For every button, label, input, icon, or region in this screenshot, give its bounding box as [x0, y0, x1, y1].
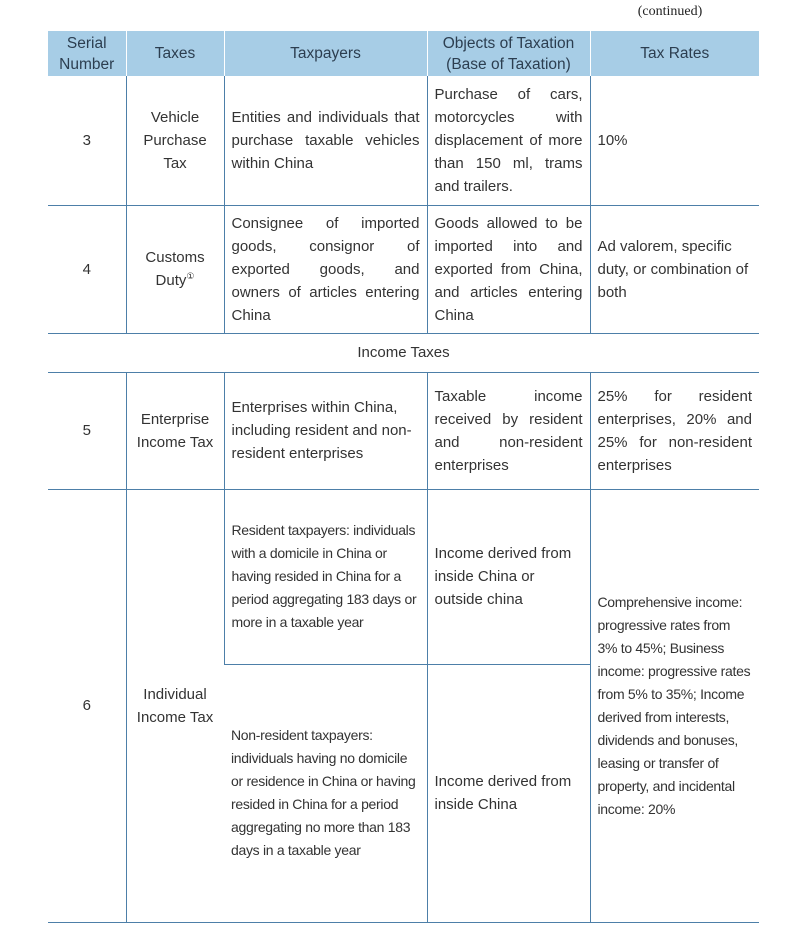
resident-taxpayers-cell: Resident taxpayers: individuals with a domicile in China or having resided in China for a period aggregating 183 days or more in a taxable year [224, 489, 427, 664]
serial-cell: 3 [48, 76, 126, 205]
header-serial: Serial Number [48, 31, 126, 76]
tax-name-cell: Individual Income Tax [126, 489, 224, 922]
taxpayers-cell: Consignee of imported goods, consignor of exported goods, and owners of articles entering China [224, 205, 427, 333]
resident-objects-cell: Income derived from inside China or outside china [427, 489, 590, 664]
rates-cell: 25% for resident enterprises, 20% and 25% for non-resident enterprises [590, 372, 759, 489]
objects-cell: Goods allowed to be imported into and exported from China, and articles entering China [427, 205, 590, 333]
nonresident-objects-cell: Income derived from inside China [427, 664, 590, 922]
objects-cell: Taxable income received by resident and non-resident enterprises [427, 372, 590, 489]
footnote-mark: ① [186, 271, 195, 281]
header-rates: Tax Rates [590, 31, 759, 76]
tax-name-cell: Vehicle Purchase Tax [126, 76, 224, 205]
taxpayers-cell: Enterprises within China, including resident and non-resident enterprises [224, 372, 427, 489]
tax-name-cell: Enterprise Income Tax [126, 372, 224, 489]
objects-cell: Purchase of cars, motorcycles with displacement of more than 150 ml, trams and trailers. [427, 76, 590, 205]
tax-name-text: Customs Duty [145, 249, 205, 289]
serial-cell: 6 [48, 489, 126, 922]
taxpayers-cell: Entities and individuals that purchase taxable vehicles within China [224, 76, 427, 205]
table-row [48, 372, 759, 489]
header-row [48, 31, 759, 76]
header-taxpayers: Taxpayers [224, 31, 427, 76]
table-row [48, 489, 759, 664]
section-title: Income Taxes [48, 333, 759, 372]
serial-cell: 5 [48, 372, 126, 489]
rates-cell: Comprehensive income: progressive rates from 3% to 45%; Business income: progressive rates from 5% to 35%; Income derived from interests, dividends and bonuses, leasing or transfer of property, and incidental income: 20% [590, 489, 759, 922]
table-row [48, 76, 759, 205]
header-objects: Objects of Taxation (Base of Taxation) [427, 31, 590, 76]
serial-cell: 4 [48, 205, 126, 333]
section-row [48, 333, 759, 372]
continued-label: (continued) [637, 4, 703, 19]
table-row [48, 205, 759, 333]
tax-table [48, 31, 759, 923]
nonresident-taxpayers-cell: Non-resident taxpayers: individuals having no domicile or residence in China or having resided in China for a period aggregating no more than 183 days in a taxable year [224, 664, 427, 922]
rates-cell: Ad valorem, specific duty, or combination of both [590, 205, 759, 333]
header-taxes: Taxes [126, 31, 224, 76]
rates-cell: 10% [590, 76, 759, 205]
tax-name-cell [126, 205, 224, 333]
